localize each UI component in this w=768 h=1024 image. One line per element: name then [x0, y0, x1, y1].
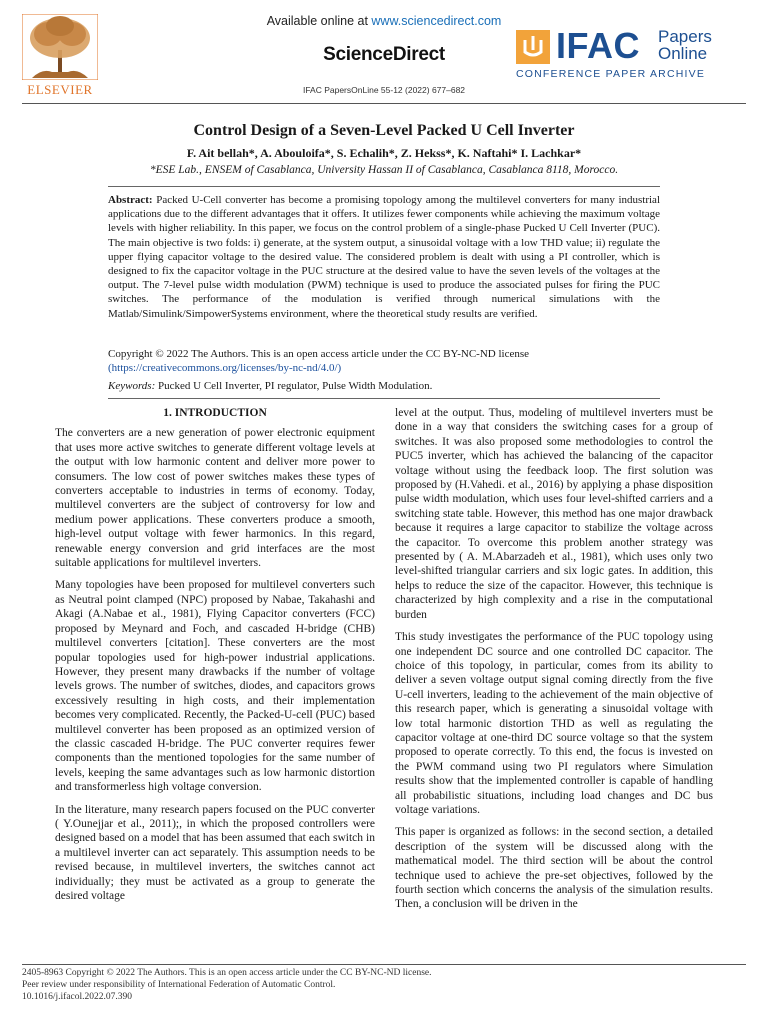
sciencedirect-wordmark: ScienceDirect	[323, 44, 445, 65]
availability-prefix: Available online at	[266, 14, 372, 28]
paper-title: Control Design of a Seven-Level Packed U Cell Inverter	[193, 122, 575, 139]
paragraph: Many topologies have been proposed for multilevel converters such as Neutral point clamped (NPC) proposed by Nabae, Takahashi and Akagi (A.Nabae et al., 1981), Flying Capacitor converters (FCC) proposed by Meynard and Foch, and cascaded H-bridge (CHB) multilevel converters [citation]. These converters are the most popular topologies used for high-power industrial applications. However, they present many drawbacks if the number of voltage levels grows. The number of switches, diodes, and capacitors grows excessively resulting in high costs, and their implementation becomes very complicated. Recently, the Packed-U-cell (PUC) based multilevel converter has been proposed as an optimized version of the classic cascaded H-bridge. The PUC converter requires fewer components than the mentioned topologies for the same number of levels, keeping the same advantages such as low harmonic distortion and transformerless high voltage conversion.	[55, 579, 375, 794]
paper-authors: F. Ait bellah*, A. Abouloifa*, S. Echalih*, Z. Hekss*, K. Naftahi* I. Lachkar*	[186, 146, 582, 160]
sciencedirect-link[interactable]: www.sciencedirect.com	[371, 14, 502, 28]
section-heading-introduction: 1. INTRODUCTION	[163, 407, 267, 419]
ifac-papers-online	[658, 28, 712, 62]
elsevier-wordmark: ELSEVIER	[27, 82, 93, 97]
keywords-text: Pucked U Cell Inverter, PI regulator, Pulse Width Modulation.	[155, 380, 433, 392]
keywords-label: Keywords:	[108, 380, 156, 392]
footer-divider	[22, 964, 746, 965]
footer-peer-review: Peer review under responsibility of International Federation of Automatic Control.	[22, 980, 336, 990]
header-divider	[22, 103, 746, 104]
paragraph: The converters are a new generation of power electronic equipment that uses more active switches to generate different voltage levels at the output with low harmonic content and deliver more power to consumers. The low cost of power switches makes these types of converters acceptable to industries in terms of economy. Today, multilevel converters are the subject of controversy for low and medium power applications. These converters produce a smooth, high-level output voltage with fewer harmonics. In this regard, renewable energy conversion and grid interfaces are the most suitable applications for multilevel inverters.	[55, 427, 375, 570]
ifac-papers-label: Papers	[658, 27, 712, 46]
paper-affiliation: *ESE Lab., ENSEM of Casablanca, University Hassan II of Casablanca, Casablanca 8118, Morocco.	[149, 164, 619, 176]
abstract	[108, 193, 660, 321]
copyright-text: Copyright © 2022 The Authors. This is an open access article under the CC BY-NC-ND license	[108, 348, 529, 360]
abstract-bottom-divider	[108, 398, 660, 399]
footer-doi[interactable]: 10.1016/j.ifacol.2022.07.390	[22, 992, 133, 1002]
ifac-archive-tagline: CONFERENCE PAPER ARCHIVE	[516, 68, 706, 80]
abstract-top-divider	[108, 186, 660, 187]
copyright-notice	[108, 347, 660, 375]
right-column	[395, 406, 713, 920]
paragraph: This paper is organized as follows: in the second section, a detailed description of the system will be discussed along with the mathematical model. The third section will be about the control technique used to achieve the pre-set objectives, followed by the fourth section which concerns the analysis of the simulation results. Then, a conclusion will be driven in the	[395, 826, 713, 911]
paragraph: level at the output. Thus, modeling of multilevel inverters must be done in a way that considers the switching cases for a group of switches. It was also proposed some methodologies to control the PUC5 inverter, which has achieved the balancing of the capacitor voltage without using the feedback loop. The first solution was proposed by (H.Vahedi. et al., 2016) by applying a phase disposition pulse width modulation, which uses four level-shifted carriers and a switching state table. However, this method has one major drawback because it requires a large capacitor to stabilize the voltage across the capacitor. To overcome this problem another strategy was presented by ( A. M.Abarzadeh et al., 1981), which uses only two level-shifted triangular carriers and six logic gates. In addition, this helps to reduce the size of the capacitor. However, this technique is characterized by high complexity and a rise in the computational burden	[395, 407, 713, 621]
paragraph: In the literature, many research papers focused on the PUC converter ( Y.Ounejjar et al., 2011);, in which the proposed controllers were designed based on a model that has been assumed that each switch in a multilevel inverter can act separately. This assumption needs to be revised because, in multilevel inverters, the switches cannot act individually; they must be activated as a group to generate the desired voltage	[55, 803, 375, 902]
abstract-label: Abstract:	[108, 194, 153, 206]
ifac-wordmark: IFAC	[556, 25, 641, 66]
ifac-online-label: Online	[658, 44, 708, 63]
ifac-logo	[516, 26, 746, 86]
footer-copyright: 2405-8963 Copyright © 2022 The Authors. This is an open access article under the CC BY-NC-ND license.	[22, 968, 432, 978]
abstract-text: Packed U-Cell converter has become a promising topology among the multilevel converters for many industrial applications due to the different advantages that it offers. It utilizes fewer components while achieving the maximum voltage levels with higher reliability. In this paper, we focus on the control problem of a single-phase Pucked U Cell Inverter (PUC). The main objective is two folds: i) generate, at the system output, a sinusoidal voltage with a low THD value; ii) regulate the upper flying capacitor voltage to the desired value. The considered problem is dealt with using a PI controller, which is designed to fix the capacitor voltage in the PUC structure at the desired value to have the seven levels of the voltages at the output. The 7-level pulse width modulation (PWM) technique is used to produce the associated pulses for firing the PUC switches. The performance of the modulation is verified through numerical simulations with the Matlab/Simulink/SimpowerSystems environment, where the theoretical study results are verified.	[108, 194, 660, 320]
paragraph: This study investigates the performance of the PUC topology using one independent DC source and one controlled DC capacitor. The choice of this topology, in particular, comes from its ability to deliver a seven voltage output signal coming directly from the five U-cell inverters, leading to the achievement of the main objective of this research paper, which is generating a sinusoidal voltage with low total harmonic distortion THD as well as regulating the capacitor voltage at one-third DC source voltage so that the system proposed to operate correctly. To this end, the focus is invested on the PWM command using two PI regulators where Simulation results show that the implemented controller is capable of handling all probabilistic situations, including load changes and DC bus voltage variations.	[395, 631, 713, 816]
license-link[interactable]: (https://creativecommons.org/licenses/by-nc-nd/4.0/)	[108, 362, 342, 374]
ifac-emblem-icon	[516, 30, 550, 64]
keywords	[108, 380, 660, 392]
journal-reference: IFAC PapersOnLine 55-12 (2022) 677–682	[302, 85, 466, 95]
left-column	[55, 406, 375, 911]
